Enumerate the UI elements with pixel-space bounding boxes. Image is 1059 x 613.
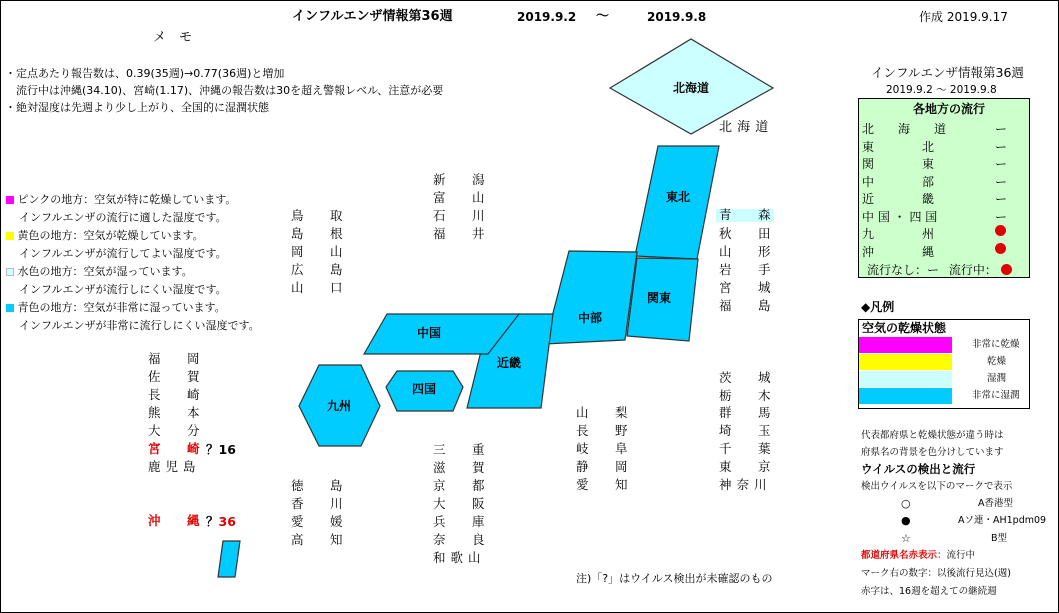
- red-dot-icon: [995, 243, 1006, 254]
- pref-hokuriku-2: 石 川: [433, 208, 486, 223]
- red-dot-icon: [995, 225, 1006, 239]
- virus-label: B型: [991, 533, 1008, 544]
- pref-kyushu-3: 熊 本: [148, 405, 201, 420]
- pref-chugoku-0: 鳥 取: [291, 208, 344, 223]
- status-footer: [867, 264, 1012, 276]
- footer-active: 流行中：: [948, 263, 997, 277]
- pref-tohoku-5: 福 島: [719, 298, 772, 313]
- okinawa-mark-q: ？: [206, 514, 219, 529]
- pref-shikoku-3: 高 知: [291, 532, 344, 547]
- circle-open-icon: ○: [901, 497, 911, 510]
- okinawa-mark-num: 36: [218, 514, 236, 529]
- pref-tohoku-0: 青 森: [716, 209, 774, 222]
- legend-text: 府県名の背景を色分けしています: [861, 447, 1004, 458]
- kanto-label: 関東: [646, 291, 672, 305]
- chubu-shape: [545, 251, 637, 344]
- pref-kyushu-2: 長 崎: [148, 387, 201, 402]
- memo-line: ・定点あたり報告数は、0.39(35週)→0.77(36週)と増加: [5, 67, 285, 80]
- chubu-label: 中部: [577, 311, 603, 325]
- humidity-swatch-yellow: [859, 354, 952, 370]
- humidity-label: 非常に乾燥: [972, 339, 1020, 350]
- circle-filled-icon: ●: [901, 514, 911, 527]
- pref-chubu-2: 岐 阜: [576, 441, 629, 456]
- pref-kanto-5: 東 京: [719, 459, 772, 474]
- red-display-label: 都道府県名赤表示: [861, 550, 938, 561]
- pref-tohoku-3: 岩 手: [719, 262, 772, 277]
- status-row-name: 東 北: [862, 139, 935, 154]
- pref-chugoku-3: 広 島: [291, 262, 344, 277]
- status-row-name: 中 部: [862, 174, 935, 189]
- pref-kinki-3: 大 阪: [433, 496, 486, 511]
- humidity-label: 湿潤: [987, 373, 1007, 384]
- status-table-heading: 各地方の流行: [913, 102, 986, 116]
- status-row-value: ー: [995, 122, 1008, 136]
- virus-label: Aソ連・AH1pdm09: [958, 515, 1047, 526]
- red-dot-icon: [1001, 264, 1012, 275]
- hokkaido-label: 北海道: [672, 81, 710, 95]
- pref-kyushu-0: 福 岡: [148, 351, 201, 366]
- status-row-value: ー: [995, 157, 1008, 171]
- pref-hokuriku-0: 新 潟: [433, 172, 486, 187]
- pref-hokuriku-3: 福 井: [433, 226, 486, 241]
- memo-heading: メ モ: [153, 30, 193, 45]
- pref-kinki-6: 和 歌 山: [433, 550, 481, 565]
- status-row-name: 関 東: [862, 157, 935, 171]
- humidity-legend: [858, 319, 1030, 409]
- pref-hokkaido: 北 海 道: [719, 120, 769, 135]
- pref-kanto-1: 栃 木: [719, 388, 772, 403]
- pref-kagoshima: 鹿 児 島: [148, 459, 196, 474]
- pref-tohoku-4: 宮 城: [719, 280, 772, 295]
- pref-chubu-3: 静 岡: [576, 459, 629, 474]
- pref-chugoku-4: 山 口: [291, 280, 344, 295]
- miyazaki-mark: ？16: [206, 442, 236, 457]
- status-row-name: 沖 縄: [862, 244, 935, 259]
- pref-okinawa: 沖 縄: [148, 513, 201, 528]
- okinawa-mark: [206, 516, 236, 529]
- pref-kyushu-4: 大 分: [148, 423, 201, 438]
- pref-kanto-3: 埼 玉: [719, 423, 772, 438]
- humidity-label: 乾燥: [987, 356, 1007, 367]
- pref-kanto-6: 神 奈 川: [719, 477, 767, 492]
- pref-shikoku-1: 香 川: [291, 496, 344, 511]
- pref-hokuriku-1: 富 山: [433, 190, 486, 205]
- humidity-swatch-lightblue: [859, 371, 952, 387]
- tohoku-label: 東北: [665, 190, 691, 204]
- kyushu-label: 九州: [326, 399, 352, 413]
- status-row-name: 近 畿: [862, 192, 935, 206]
- pref-chubu-4: 愛 知: [576, 477, 629, 492]
- pref-kyushu-1: 佐 賀: [148, 369, 201, 384]
- pref-kanto-4: 千 葉: [719, 441, 772, 456]
- report-title: インフルエンザ情報第36週: [292, 9, 453, 24]
- status-row-name: 中 国 ・ 四 国: [862, 209, 938, 224]
- legend-text: 代表都府県と乾燥状態が違う時は: [861, 430, 1004, 441]
- pref-tohoku-2: 山 形: [719, 244, 772, 259]
- pref-miyazaki: 宮 崎: [148, 441, 201, 456]
- red-dot-icon: [995, 225, 1006, 236]
- status-row-name: 北 海 道: [862, 122, 947, 136]
- red-number-note: 赤字は、16週を超えての継続週: [861, 586, 997, 597]
- date-start: 2019.9.2: [517, 10, 577, 24]
- color-guide-subtext: インフルエンザの流行に適した湿度です。: [19, 211, 227, 224]
- date-tilde: ～: [596, 9, 610, 24]
- red-dot-icon: [995, 243, 1006, 257]
- panel-dates: 2019.9.2 ～ 2019.9.8: [886, 84, 997, 96]
- pref-chugoku-1: 島 根: [291, 226, 344, 241]
- kinki-label: 近畿: [496, 356, 522, 370]
- legend-heading: ◆凡例: [861, 300, 895, 314]
- red-display-desc: ：流行中: [937, 550, 976, 561]
- status-row-value: ー: [995, 139, 1008, 154]
- date-end: 2019.9.8: [647, 10, 707, 24]
- pref-shikoku-0: 徳 島: [291, 478, 344, 493]
- humidity-label: 非常に湿潤: [972, 390, 1020, 401]
- color-guide-subtext: インフルエンザが流行してよい湿度です。: [19, 247, 227, 260]
- pref-kinki-4: 兵 庫: [433, 514, 486, 529]
- red-display-note: [861, 551, 975, 561]
- note-text: 注)「?」はウイルス検出が未確認のもの: [576, 572, 773, 585]
- pref-kinki-2: 京 都: [433, 478, 486, 493]
- color-guide-text: 青色の地方：空気が非常に湿っています。: [17, 301, 226, 314]
- chugoku-label: 中国: [416, 326, 442, 340]
- footer-none: 流行なし：ー: [867, 263, 940, 277]
- color-guide-subtext: インフルエンザが流行しにくい湿度です。: [19, 283, 227, 296]
- virus-label: A香港型: [978, 498, 1013, 509]
- color-guide-text: 黄色の地方：空気が乾燥しています。: [17, 229, 204, 242]
- mark-right-note: マーク右の数字：以後流行見込(週): [861, 568, 1011, 579]
- color-guide-subtext: インフルエンザが非常に流行しにくい湿度です。: [19, 319, 260, 332]
- pref-shikoku-2: 愛 媛: [291, 514, 344, 529]
- memo-line: ・絶対湿度は先週より少し上がり、全国的に湿潤状態: [5, 101, 269, 114]
- humidity-swatch-blue: [859, 388, 952, 404]
- pref-kinki-0: 三 重: [433, 442, 486, 457]
- panel-title: インフルエンザ情報第36週: [871, 65, 1024, 80]
- pref-kinki-5: 奈 良: [433, 532, 486, 547]
- status-row-value: ー: [995, 209, 1008, 224]
- virus-heading: ウイルスの検出と流行: [861, 462, 976, 476]
- pref-chugoku-2: 岡 山: [291, 244, 344, 259]
- pref-kanto-0: 茨 城: [719, 370, 772, 385]
- humidity-swatch-pink: [859, 337, 952, 353]
- status-row-value: ー: [995, 192, 1008, 206]
- color-guide-text: 水色の地方：空気が湿っています。: [17, 265, 193, 278]
- okinawa-shape: [218, 541, 240, 577]
- memo-line: 流行中は沖縄(34.10)、宮崎(1.17)、沖縄の報告数は30を超え警報レベル、注意が必要: [5, 84, 444, 97]
- pref-chubu-0: 山 梨: [576, 405, 629, 420]
- pref-chubu-1: 長 野: [576, 423, 629, 438]
- humidity-heading: 空気の乾燥状態: [862, 321, 947, 335]
- pref-kinki-1: 滋 賀: [433, 460, 486, 475]
- virus-intro: 検出ウイルスを以下のマークで表示: [861, 481, 1013, 492]
- color-guide-text: ピンクの地方：空気が特に乾燥しています。: [17, 193, 237, 206]
- status-row-value: ー: [995, 174, 1008, 189]
- pref-tohoku-1: 秋 田: [719, 226, 772, 241]
- shikoku-label: 四国: [411, 382, 437, 396]
- status-row-name: 九 州: [862, 227, 935, 241]
- created-date: 作成 2019.9.17: [919, 10, 1008, 24]
- pref-kanto-2: 群 馬: [719, 405, 772, 420]
- star-outline-icon: ☆: [901, 532, 911, 545]
- region-status-table: [858, 98, 1030, 278]
